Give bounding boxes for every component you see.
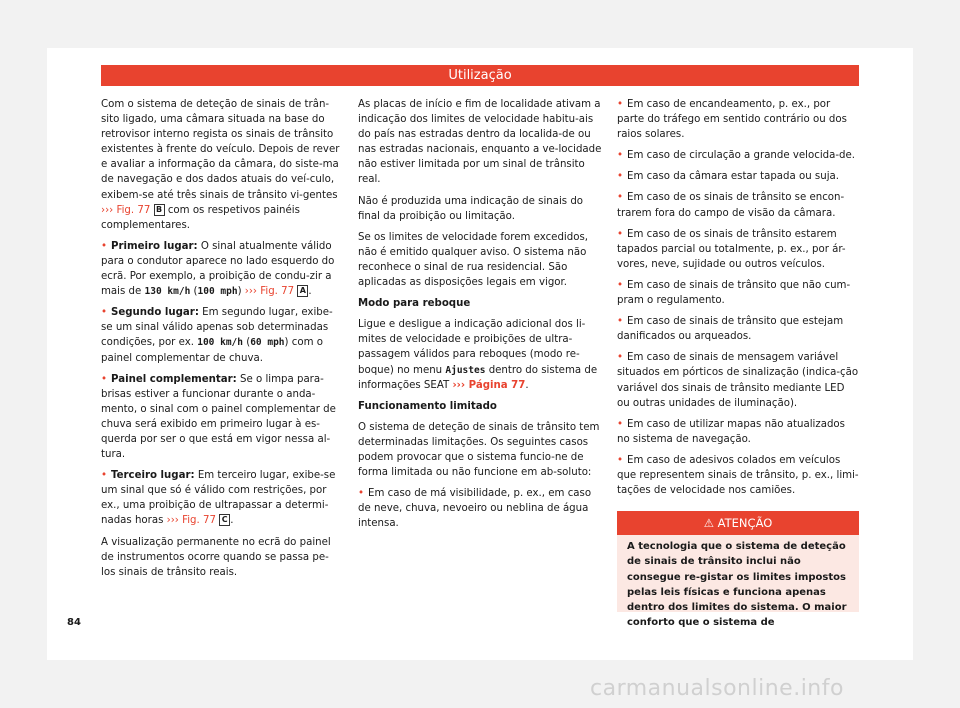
section-header: Utilização: [101, 65, 859, 86]
warning-text: A tecnologia que o sistema de deteção de sinais de trânsito inclui não consegue re-gistar os limites impostos pelas leis físicas e funciona apenas dentro dos limites do sistema. O maior conforto que o sistema de: [627, 541, 847, 629]
list-item: • Em caso de encandeamento, p. ex., por parte do tráfego em sentido contrário ou dos raios solares.: [617, 97, 859, 142]
subheading: Funcionamento limitado: [358, 400, 497, 412]
paragraph: A visualização permanente no ecrã do painel de instrumentos ocorre quando se passa pe-los sinais de trânsito reais.: [101, 536, 331, 578]
subheading: Modo para reboque: [358, 298, 471, 310]
warning-box: [617, 511, 859, 629]
list-item: • Em caso de má visibilidade, p. ex., em caso de neve, chuva, nevoeiro ou neblina de água intensa.: [358, 486, 602, 531]
warning-header: [617, 511, 859, 535]
list-item: • Em caso de os sinais de trânsito estarem tapados parcial ou totalmente, p. ex., por ár-vores, neve, sujidade ou outros veículos.: [617, 227, 859, 272]
page-number: 84: [67, 617, 81, 628]
page-link[interactable]: ››› Página 77: [452, 379, 526, 391]
fig-label: B: [154, 204, 165, 216]
list-item: • Em caso de sinais de mensagem variável situados em pórticos de sinalização (indica-ção variável dos sinais de trânsito mediante LED ou outras unidades de iluminação).: [617, 350, 859, 410]
column-3: [617, 97, 859, 504]
paragraph: As placas de início e fim de localidade ativam a indicação dos limites de velocidade habitu-ais do país nas estradas dentro da localida-de ou nas estradas nacionais, enquanto a ve-locidade não estiver limitada por um sinal de trânsito real.: [358, 99, 602, 186]
fig-label: A: [297, 285, 308, 297]
fig-link[interactable]: ››› Fig. 77: [101, 204, 151, 216]
paragraph: Não é produzida uma indicação de sinais do final da proibição ou limitação.: [358, 195, 584, 222]
warning-title: ATENÇÃO: [717, 516, 773, 530]
list-item: • Em caso de os sinais de trânsito se encon-trarem fora do campo de visão da câmara.: [617, 190, 859, 220]
fig-link[interactable]: ››› Fig. 77: [244, 286, 295, 298]
fig-link[interactable]: ››› Fig. 77: [166, 515, 216, 527]
list-item: • Terceiro lugar: Em terceiro lugar, exibe-se um sinal que só é válido com restrições, por ex., uma proibição de ultrapassar a determi-nadas horas ››› Fig. 77 C .: [101, 468, 342, 528]
list-item: • Em caso de sinais de trânsito que estejam danificados ou arqueados.: [617, 314, 859, 344]
page-margin-right: [913, 0, 960, 708]
fig-label: C: [219, 514, 230, 526]
page-margin-left: [0, 0, 47, 708]
page-margin-top: [0, 0, 960, 48]
list-item: • Em caso de sinais de trânsito que não cum-pram o regulamento.: [617, 278, 859, 308]
list-item: • Primeiro lugar: O sinal atualmente válido para o condutor aparece no lado esquerdo do ecrã. Por exemplo, a proibição de condu-zir a mais de 130 km/h (100 mph) ››› Fig. 77 A .: [101, 239, 342, 299]
list-item: • Em caso de circulação a grande velocida-de.: [617, 148, 859, 163]
watermark: carmanualsonline.info: [590, 676, 844, 701]
list-item: • Em caso de adesivos colados em veículos que representem sinais de trânsito, p. ex., limi-tações de velocidade nos camiões.: [617, 453, 859, 498]
paragraph: Ligue e desligue a indicação adicional dos li-mites de velocidade e proibições de ultra-passagem válidos para reboques (modo re-boque) no menu Ajustes dentro do sistema de informações SEAT ››› Página 77.: [358, 319, 598, 391]
list-item: • Painel complementar: Se o limpa para-brisas estiver a funcionar durante o anda-mento, o sinal com o painel complementar de chuva será exibido em primeiro lugar à es-querda por ser o que está em vigor nessa al-tura.: [101, 372, 342, 463]
list-item: • Segundo lugar: Em segundo lugar, exibe-se um sinal válido apenas sob determinadas condições, por ex. 100 km/h (60 mph) com o painel complementar de chuva.: [101, 305, 342, 365]
column-1: [101, 97, 342, 586]
warning-icon: ⚠: [703, 516, 715, 530]
paragraph: O sistema de deteção de sinais de trânsito tem determinadas limitações. Os seguintes casos podem provocar que o sistema funcio-ne de forma limitada ou não funcione em ab-soluto:: [358, 421, 600, 479]
list-item: • Em caso da câmara estar tapada ou suja.: [617, 169, 859, 184]
paragraph: Com o sistema de deteção de sinais de trân-sito ligado, uma câmara situada na base do retrovisor interno regista os sinais de trânsito existentes à frente do veículo. Depois de rever e avaliar a informação da câmara, do siste-ma de navegação e dos dados atuais do veí-culo, exibem-se até três sinais de trânsito vi-gentes ››› Fig. 77 B com os respetivos painéis complementares.: [101, 99, 340, 231]
list-item: • Em caso de utilizar mapas não atualizados no sistema de navegação.: [617, 417, 859, 447]
column-2: [358, 97, 602, 537]
paragraph: Se os limites de velocidade forem excedidos, não é emitido qualquer aviso. O sistema não reconhece o sinal de rua residencial. São aplicadas as disposições legais em vigor.: [358, 231, 588, 289]
